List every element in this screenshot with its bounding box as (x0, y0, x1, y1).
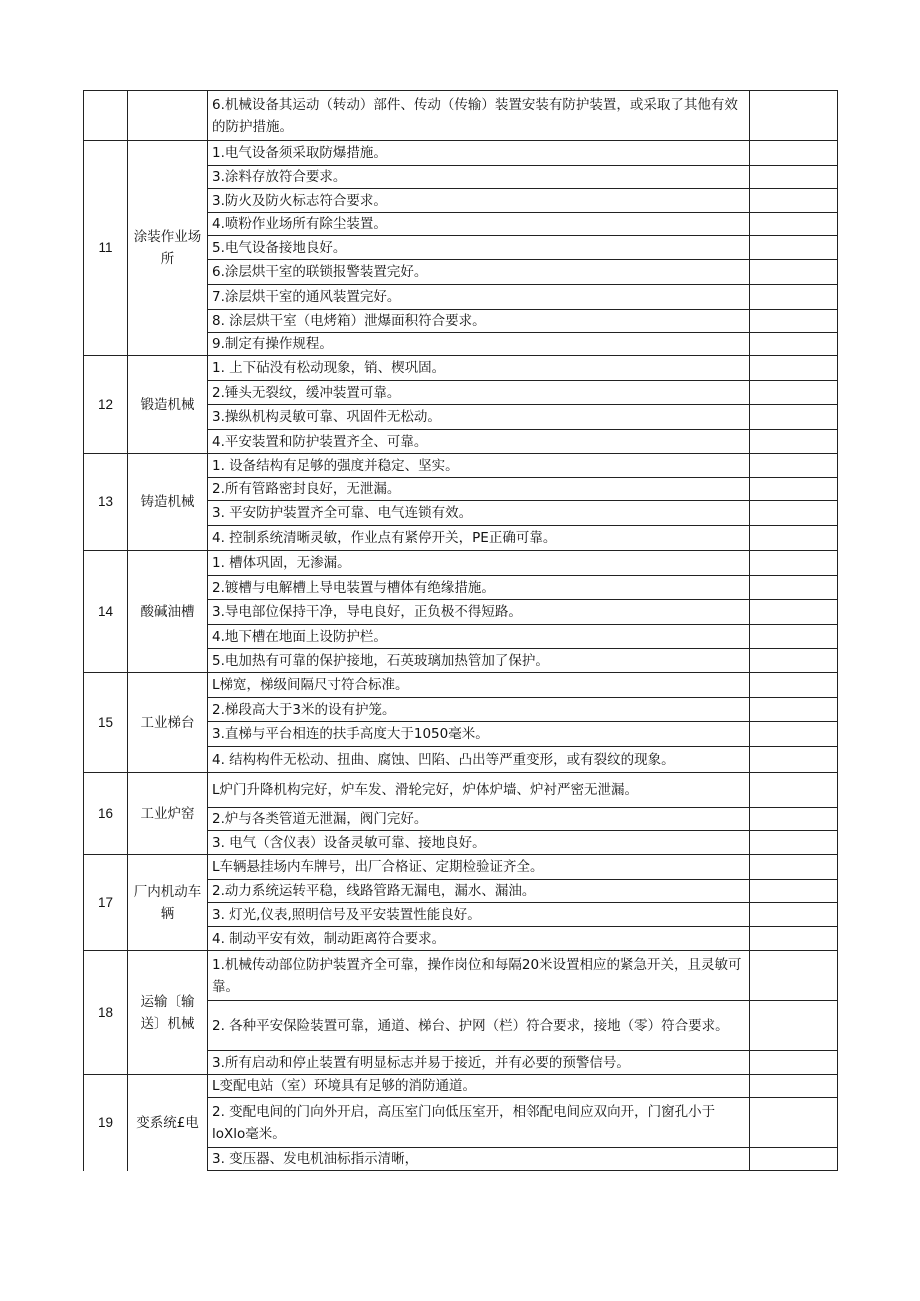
category-name: 厂内机动车辆 (128, 855, 208, 951)
check-item: 4. 制动平安有效，制动距离符合要求。 (208, 927, 750, 951)
result-cell[interactable] (750, 808, 838, 831)
category-name: 酸碱油槽 (128, 551, 208, 673)
result-cell[interactable] (750, 260, 838, 285)
check-item: 2. 各种平安保险装置可靠，通道、梯台、护网（栏）符合要求，接地（零）符合要求。 (208, 1001, 750, 1051)
row-number: 19 (84, 1075, 128, 1171)
category-name: 工业梯台 (128, 673, 208, 773)
check-item: 1.电气设备须采取防爆措施。 (208, 141, 750, 166)
result-cell[interactable] (750, 526, 838, 551)
result-cell[interactable] (750, 478, 838, 501)
result-cell[interactable] (750, 91, 838, 141)
result-cell[interactable] (750, 698, 838, 722)
table-row (84, 673, 838, 698)
result-cell[interactable] (750, 166, 838, 189)
table-row (84, 551, 838, 576)
result-cell[interactable] (750, 1001, 838, 1051)
result-cell[interactable] (750, 951, 838, 1001)
row-number: 11 (84, 141, 128, 356)
check-item: 4.地下槽在地面上设防护栏。 (208, 625, 750, 649)
result-cell[interactable] (750, 236, 838, 260)
result-cell[interactable] (750, 356, 838, 381)
row-number: 15 (84, 673, 128, 773)
check-item: 5.电气设备接地良好。 (208, 236, 750, 260)
result-cell[interactable] (750, 1098, 838, 1148)
table-row (84, 855, 838, 880)
check-item: 3.操纵机构灵敏可靠、巩固件无松动。 (208, 405, 750, 430)
result-cell[interactable] (750, 141, 838, 166)
row-number: 12 (84, 356, 128, 454)
result-cell[interactable] (750, 310, 838, 333)
result-cell[interactable] (750, 722, 838, 747)
check-item: L车辆悬挂场内车牌号，出厂合格证、定期检验证齐全。 (208, 855, 750, 880)
safety-checklist-table (83, 90, 838, 1171)
row-number: 14 (84, 551, 128, 673)
check-item: 2. 变配电间的门向外开启，高压室门向低压室开，相邻配电间应双向开，门窗孔小于loXlo毫米。 (208, 1098, 750, 1148)
result-cell[interactable] (750, 625, 838, 649)
result-cell[interactable] (750, 673, 838, 698)
check-item: 4.喷粉作业场所有除尘装置。 (208, 213, 750, 236)
result-cell[interactable] (750, 501, 838, 526)
result-cell[interactable] (750, 747, 838, 773)
result-cell[interactable] (750, 454, 838, 478)
result-cell[interactable] (750, 649, 838, 673)
result-cell[interactable] (750, 880, 838, 903)
table-row (84, 951, 838, 1001)
check-item: 4.平安装置和防护装置齐全、可靠。 (208, 430, 750, 454)
result-cell[interactable] (750, 430, 838, 454)
check-item: 3. 平安防护装置齐全可靠、电气连锁有效。 (208, 501, 750, 526)
result-cell[interactable] (750, 189, 838, 213)
category-name: 涂装作业场所 (128, 141, 208, 356)
check-item: 4. 结构构件无松动、扭曲、腐蚀、凹陷、凸出等严重变形，或有裂纹的现象。 (208, 747, 750, 773)
result-cell[interactable] (750, 576, 838, 600)
table-row (84, 91, 838, 141)
table-row (84, 356, 838, 381)
check-item: L变配电站（室）环境具有足够的消防通道。 (208, 1075, 750, 1098)
result-cell[interactable] (750, 600, 838, 625)
result-cell[interactable] (750, 405, 838, 430)
category-name: 运输〔输送〕机械 (128, 951, 208, 1075)
table-row (84, 773, 838, 808)
result-cell[interactable] (750, 381, 838, 405)
result-cell[interactable] (750, 551, 838, 576)
check-item: L梯宽，梯级间隔尺寸符合标准。 (208, 673, 750, 698)
check-item: 3.导电部位保持干净，导电良好，正负极不得短路。 (208, 600, 750, 625)
check-item: 2.梯段高大于3米的设有护笼。 (208, 698, 750, 722)
result-cell[interactable] (750, 1075, 838, 1098)
check-item: 3. 灯光,仪表,照明信号及平安装置性能良好。 (208, 903, 750, 927)
checklist-body (84, 91, 838, 1171)
result-cell[interactable] (750, 773, 838, 808)
row-number: 17 (84, 855, 128, 951)
check-item: 3.涂料存放符合要求。 (208, 166, 750, 189)
check-item: 2.炉与各类管道无泄漏，阀门完好。 (208, 808, 750, 831)
result-cell[interactable] (750, 1051, 838, 1075)
row-number: 13 (84, 454, 128, 551)
result-cell[interactable] (750, 333, 838, 356)
check-item: 2.所有管路密封良好，无泄漏。 (208, 478, 750, 501)
check-item: 3.防火及防火标志符合要求。 (208, 189, 750, 213)
check-item: 3.所有启动和停止装置有明显标志并易于接近，并有必要的预警信号。 (208, 1051, 750, 1075)
check-item: L炉门升降机构完好，炉车发、滑轮完好，炉体炉墙、炉衬严密无泄漏。 (208, 773, 750, 808)
result-cell[interactable] (750, 1148, 838, 1171)
check-item: 1. 设备结构有足够的强度并稳定、坚实。 (208, 454, 750, 478)
result-cell[interactable] (750, 855, 838, 880)
row-number: 18 (84, 951, 128, 1075)
category-name: 变系统£电 (128, 1075, 208, 1171)
check-item: 6.涂层烘干室的联锁报警装置完好。 (208, 260, 750, 285)
check-item: 1.机械传动部位防护装置齐全可靠，操作岗位和每隔20米设置相应的紧急开关，且灵敏可靠。 (208, 951, 750, 1001)
result-cell[interactable] (750, 927, 838, 951)
category-name: 工业炉窑 (128, 773, 208, 855)
check-item: 6.机械设备其运动（转动）部件、传动（传输）装置安装有防护装置，或采取了其他有效的防护措施。 (208, 91, 750, 141)
category-name (128, 91, 208, 141)
check-item: 2.动力系统运转平稳，线路管路无漏电，漏水、漏油。 (208, 880, 750, 903)
check-item: 2.锤头无裂纹，缓冲装置可靠。 (208, 381, 750, 405)
table-row (84, 454, 838, 478)
check-item: 4. 控制系统清晰灵敏，作业点有紧停开关，PE正确可靠。 (208, 526, 750, 551)
row-number: 16 (84, 773, 128, 855)
row-number (84, 91, 128, 141)
result-cell[interactable] (750, 285, 838, 310)
result-cell[interactable] (750, 831, 838, 855)
table-row (84, 141, 838, 166)
check-item: 7.涂层烘干室的通风装置完好。 (208, 285, 750, 310)
check-item: 8. 涂层烘干室（电烤箱）泄爆面积符合要求。 (208, 310, 750, 333)
result-cell[interactable] (750, 213, 838, 236)
category-name: 锻造机械 (128, 356, 208, 454)
check-item: 1. 槽体巩固，无渗漏。 (208, 551, 750, 576)
check-item: 9.制定有操作规程。 (208, 333, 750, 356)
check-item: 3.直梯与平台相连的扶手高度大于1050毫米。 (208, 722, 750, 747)
check-item: 1. 上下砧没有松动现象，销、楔巩固。 (208, 356, 750, 381)
check-item: 3. 变压器、发电机油标指示清晰， (208, 1148, 750, 1171)
result-cell[interactable] (750, 903, 838, 927)
check-item: 2.镀槽与电解槽上导电装置与槽体有绝缘措施。 (208, 576, 750, 600)
table-row (84, 1075, 838, 1098)
category-name: 铸造机械 (128, 454, 208, 551)
check-item: 5.电加热有可靠的保护接地，石英玻璃加热管加了保护。 (208, 649, 750, 673)
check-item: 3. 电气（含仪表）设备灵敏可靠、接地良好。 (208, 831, 750, 855)
